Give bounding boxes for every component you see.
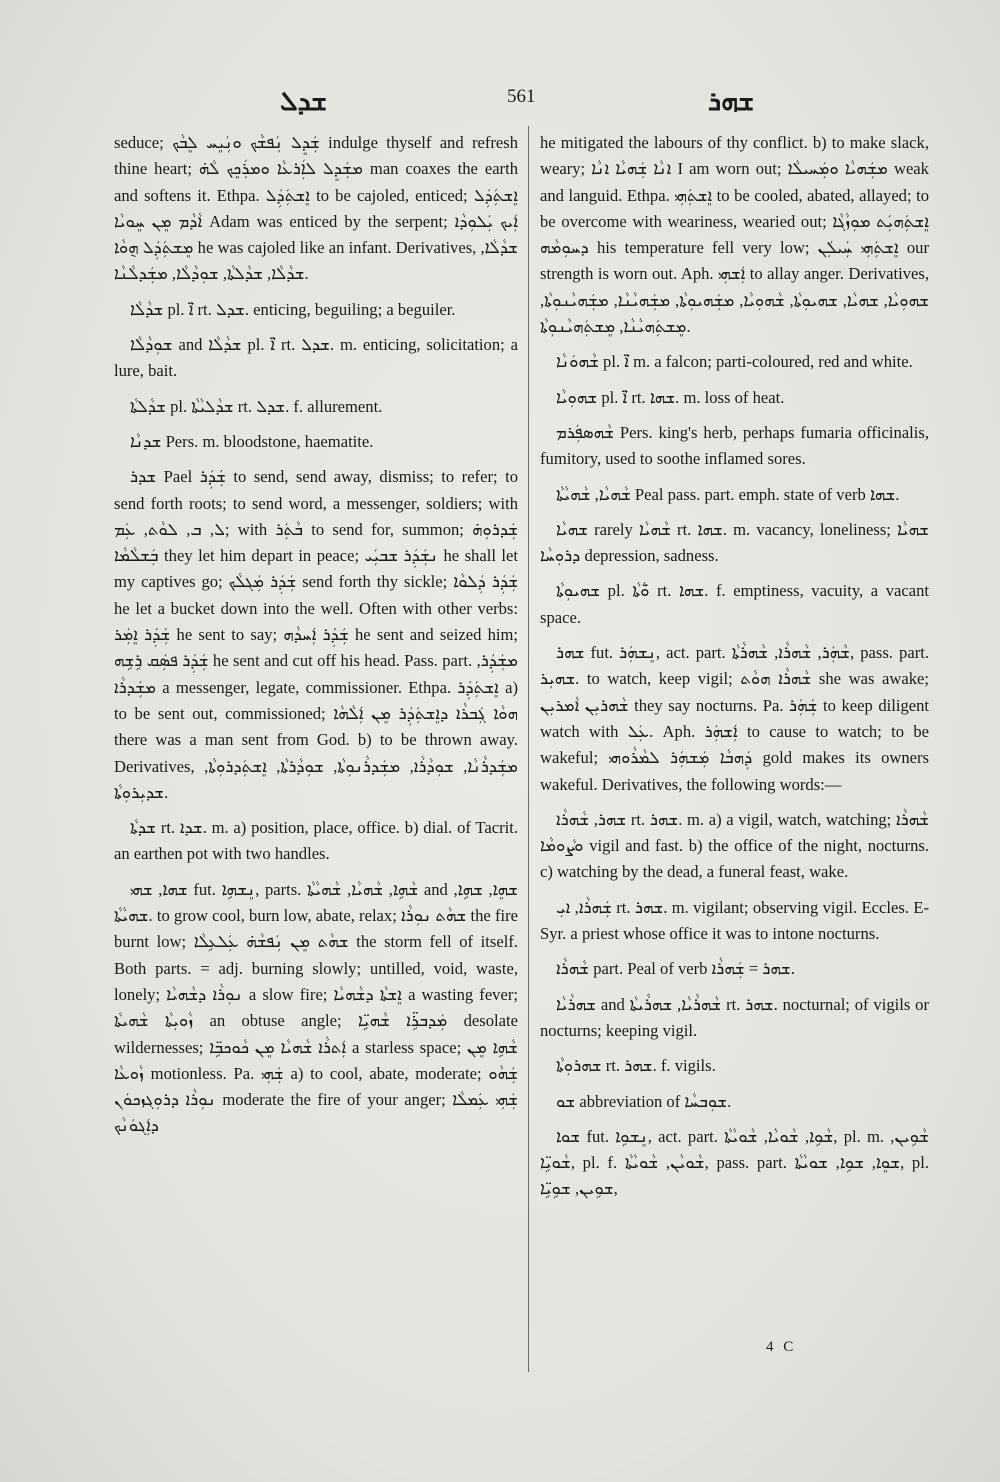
dictionary-entry: ܫܗܘܼܝܵܐ pl. ܐ̈ܶ rt. ܫܗܐ. m. loss of heat. <box>556 387 785 407</box>
dictionary-entry: ܫܗܪܵܝܵܐ and ܫܵܗܪܵܝܵܐ, ܫܗܪܵܝܬܵܐ rt. ܫܗܪ. nocturnal; of vigils or nocturns; keeping vigil. <box>540 994 929 1040</box>
dictionary-entry: ܫܲܗܪܵܐ, ܐܝܼ rt. ܫܗܪ. m. vigilant; observing vigil. Eccles. E-Syr. a priest whose office it was to intone nocturns. <box>540 897 929 944</box>
right-running-headword: ܫܗܪ <box>708 86 755 116</box>
dictionary-entry: ܫܘܼܕܵܠܵܐ and ܫܕܵܠܵܐ pl. ܐ̈ܶ rt. ܫܕܠ. m. enticing, solicitation; a lure, bait. <box>114 335 518 381</box>
entry-continued: seduce; ܫܲܕܸܠ ܢܲܦܫܵܟ ܘܢܲܝܸܚ ܠܸܒܵܟ indulge thyself and refresh thine heart; ܡܫܲܕܸܠ ܠܐܲܪܥܵܐ ܘܡܪܲܟܸܟ ܠܵܗ̇ man coaxes the earth and softens it. Ethpa. ܐܸܫܬܲܕܲܠ to be cajoled, enticed; ܐܸܫܬܲܕܲܠ ܐܵܕܵܡ ܡܸܢ ܚܸܘܝܵܐ Adam was enticed by the serpent; ܐܲܝܟ ܝܲܠܘܼܕܵܐ ܡܸܫܬܲܕܲܠ ܗ݈ܘܵܐ he was cajoled like an infant. Derivatives, ܫܕܵܠܵܐ, ܫܕܵܠܵܐ, ܫܕܵܠܬܵܐ, ܫܘܼܕܵܠܵܐ, ܡܫܲܕܠܵܢܵܐ. <box>114 133 519 284</box>
dictionary-entry: ܫܗܪ, ܫܵܗܪܵܐ rt. ܫܗܪ. m. a) a vigil, watch, watching; ܫܵܗܪܵܐ ܘܨܵܘܡܵܐ vigil and fast. b) the office of the night, nocturns. c) watching by the dead, a funeral feast, wake. <box>540 809 929 882</box>
dictionary-entry: ܫܗܪܘܼܬܵܐ rt. ܫܗܪ. f. vigils. <box>556 1056 716 1076</box>
dictionary-entry: ܫܗܝܵܐ rarely ܫܵܗܝܵܐ rt. ܫܗܐ. m. vacancy, loneliness; ܫܗܝܵܐ ܕܪܘܼܚܵܐ depression, sadness. <box>540 519 929 566</box>
dictionary-entry: ܫܵܗܘܿܢܵܐ pl. ܐ̈ܶ m. a falcon; parti-coloured, red and white. <box>556 352 913 372</box>
signature-mark: 4 C <box>766 1339 797 1355</box>
dictionary-entry: ܫܵܗܪܵܐ part. Peal of verb ܫܗܪ = ܫܲܗܪܵܐ. <box>556 959 795 979</box>
dictionary-entry: ܫܕܪ Pael ܫܲܕܲܪ to send, send away, dismiss; to refer; to send forth roots; to send word, a messenger, soldiers; with ܠ, ܒ, ܠܘܵܬ, ܥܲܡ; with ܒܵܬܲܪ to send for, summon; ܫܲܕܪܘܼܗ̇ ܒܲܫܠܵܡܵܐ they let him depart in peace; ܢܫܲܕܲܪ ܫܒܝܲܝ he shall let my captives go; ܫܲܕܲܪ ܡܲܓܠܵܟ send forth thy sickle; ܫܲܕܲܪ ܕܲܠܘܵܐ he let a bucket down into the well. Often with other verbs: ܫܲܕܲܪ ܐܸܡܲܪ he sent to say; ܫܲܕܲܪ ܐܲܚܕܵܗ he sent and seized him; ܫܲܕܲܪ ܦܣܲܩ ܪܹܫܹܗ he sent and cut off his head. Pass. part. ܡܫܲܕܲܪ, ܡܫܲܕܪܵܐ a messenger, legate, commissioner. Ethpa. ܐܸܫܬܲܕܲܪ a) to be sent out, commissioned; ܗܘܵܐ ܓܲܒܪܵܐ ܕܐܸܫܬܲܕܲܪ ܡܸܢ ܐܲܠܵܗܵܐ there was a man sent from God. b) to be thrown away. Derivatives, ܡܫܲܕܪܵܢܵܐ, ܫܘܼܕܵܪܵܐ, ܡܫܲܕܪܵܢܘܼܬܵܐ, ܫܘܼܕܵܪܬܵܐ, ܐܸܫܬܲܕܪܘܼܬܵܐ, ܫܕܝܼܪܘܼܬܵܐ. <box>114 467 519 802</box>
dictionary-entry: ܫܕܬܵܐ rt. ܫܕܐ. m. a) position, place, office. b) dial. of Tacrit. an earthen pot with two handles. <box>114 818 518 864</box>
right-column <box>540 130 929 1212</box>
dictionary-entry: ܫܗܪ fut. ܢܸܫܗܲܪ, act. part. ܫܵܗܲܪ, ܫܵܗܪܵܐ, ܫܵܗܪܵܬܵܐ, pass. part. ܫܗܝܼܪ. to watch, keep vigil; ܫܵܗܪܵܐ ܗܘܵܬ she was awake; ܫܵܗܪܝܼܢ ܐܵܡܪܝܼܢ they say nocturns. Pa. ܫܲܗܲܪ to keep diligent watch with ܥܲܠ. Aph. ܐܲܫܗܲܪ to cause to watch; to be wakeful; ܕܲܗܒܵܐ ܡܲܫܗܲܪ ܠܡܵܪܵܘܗܝ gold makes its owners wakeful. Derivatives, the following words:— <box>540 643 930 794</box>
left-column <box>114 130 518 1149</box>
dictionary-entry: ܫܕܵܠܵܐ pl. ܐ̈ܶ rt. ܫܕܠ. enticing, beguiling; a beguiler. <box>130 299 456 319</box>
left-running-headword: ܫܕܠ <box>280 86 328 116</box>
dictionary-entry: ܫܵܗܣܦܲܪܡ Pers. king's herb, perhaps fumaria officinalis, fumitory, used to soothe inflamed sores. <box>540 422 929 469</box>
dictionary-entry: ܫܘ abbreviation of ܫܘܼܒܚܵܐ. <box>556 1091 732 1111</box>
column-divider <box>528 126 529 1372</box>
page-number: 561 <box>507 86 536 107</box>
dictionary-entry: ܫܕܵܠܬܵܐ pl. ܫܕܵܠܝܵܬܵܐ rt. ܫܕܠ. f. allurement. <box>130 396 383 416</box>
dictionary-entry: ܫܘܐ fut. ܢܸܫܘܹܐ, act. part. ܫܵܘܹܐ, ܫܵܘܝܵܐ, ܫܵܘܝܵܬܵܐ, pl. m. ܫܵܘܹܝܢ, ܫܵܘܝܹ̈ܐ, pl. f. ܫܵܘܝܵܢ, ܫܵܘܝܵܬܵܐ, pass. part. ܫܘܸܐ, ܫܘܹܐ, ܫܘܝܵܬܵܐ, pl. ܫܘܹܝܢ, ܫܘܹܝܹ̈ܐ, <box>540 1126 929 1199</box>
dictionary-entry: ܫܕܢܵܐ Pers. m. bloodstone, haematite. <box>130 431 374 451</box>
running-header <box>110 82 930 116</box>
dictionary-entry: ܫܗܝܘܼܬܵܐ pl. ܘ̈ܵܬܵܐ rt. ܫܗܐ. f. emptiness, vacuity, a vacant space. <box>540 581 929 627</box>
dictionary-entry: ܫܗܐ, ܫܗܝ fut. ܢܸܫܗܹܐ, parts. ܫܵܗܹܐ, ܫܵܗܝܵܐ, ܫܵܗܝܵܬܵܐ and ܫܗܸܐ, ܫܗܹܐ, ܫܗܝܵܬܵܐ. to grow cool, burn low, abate, relax; ܫܗܵܬ ܢܘܼܪܵܐ the fire burnt low; ܫܗܵܬ ܡܸܢ ܢܲܦܫܵܗ̇ ܥܲܠܥܹܠܵܐ the storm fell of itself. Both parts. = adj. burning slowly; untilled, void, waste, lonely; ܢܘܼܪܵܐ ܕܫܵܗܝܵܐ a slow fire; ܐܸܫܬܵܐ ܕܫܵܗܝܵܐ a wasting fever; ܙܵܘܝܼܬܵܐ ܫܵܗܝܬܵܐ an obtuse angle; ܡܲܕܒܪܹ̈ܐ ܫܵܗܝܹ̈ܐ desolate wildernesses; ܐܲܬܪܵܐ ܫܵܗܝܵܐ ܡܸܢ ܟܵܘܟܒܹ̈ܐ a starless space; ܫܵܗܹܐ ܡܸܢ ܙܵܘܥܵܐ motionless. Pa. ܫܲܗܝܼ a) to cool, abate, moderate; ܫܲܗܵܘ ܢܘܼܪܵܐ ܕܪܘܼܓܙܟܘܿܢ moderate the fire of your anger; ܫܲܗܝܼ ܥܲܡܠܵܐ ܕܐܲܓܘܿܢܵܟ <box>114 879 519 1136</box>
dictionary-entry: ܫܵܗܝܵܐ, ܫܵܗܝܵܬܵܐ Peal pass. part. emph. state of verb ܫܗܐ. <box>556 484 900 504</box>
entry-continued: he mitigated the labours of thy conflict. b) to make slack, weary; ܐܢܵܐ ܫܲܗܝܵܐ ܐܢܵܐ I am worn out; ܡܫܲܗܝܵܐ ܘܡܲܚܝܠܵܐ weak and languid. Ethpa. ܐܸܫܬܲܗܝܼ to be cooled, abated, allayed; to be overcome with weariness, wearied out; ܐܸܫܬܲܗܝܲܬ ܡܘܼܙܵܓܵܐ ܕܚܘܼܡܵܗ his temperature fell very low; ܐܸܫܬܲܗܝܼ ܚܲܝܠܲܢ our strength is worn out. Aph. ܐܲܫܗܝܼ to allay anger. Derivatives, ܫܗܘܼܝܵܐ, ܫܗܝܵܐ, ܫܗܝܘܼܬܵܐ, ܫܵܗܘܼܝܵܐ, ܡܫܲܗܝܘܼܬܵܐ, ܡܫܲܗܝܵܢܵܐ, ܡܫܲܗܝܵܢܘܼܬܵܐ, ܡܸܫܬܲܗܝܵܢܵܐ, ܡܸܫܬܲܗܝܵܢܘܼܬܵܐ. <box>540 133 930 337</box>
